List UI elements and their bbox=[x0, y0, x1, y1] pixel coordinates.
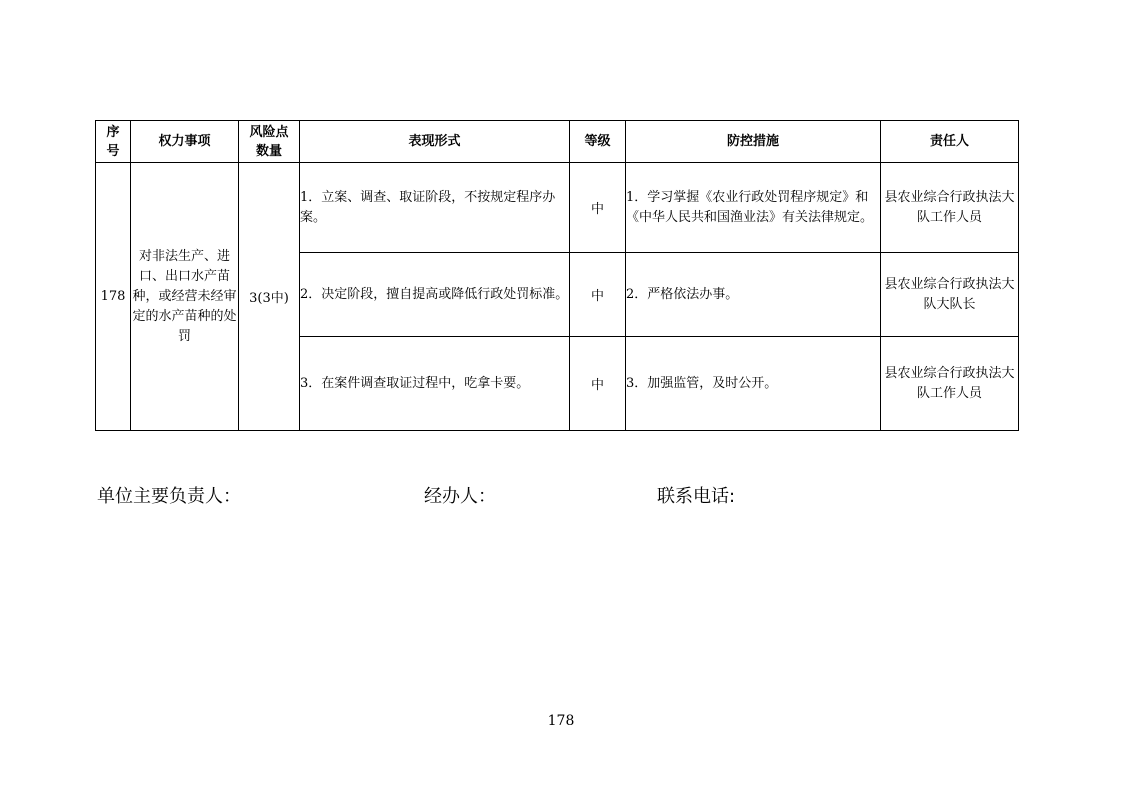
seq-cell: 178 bbox=[96, 163, 131, 431]
owner-cell: 县农业综合行政执法大队工作人员 bbox=[881, 337, 1019, 431]
level-cell: 中 bbox=[570, 253, 626, 337]
header-owner: 责任人 bbox=[881, 121, 1019, 163]
unit-head-label: 单位主要负责人： bbox=[97, 486, 241, 507]
header-seq: 序号 bbox=[96, 121, 131, 163]
handler-label: 经办人： bbox=[424, 486, 496, 507]
page-number: 178 bbox=[547, 713, 575, 729]
table-header-row bbox=[96, 121, 1019, 163]
measures-cell: 2．严格依法办事。 bbox=[626, 253, 881, 337]
form-cell: 3．在案件调查取证过程中，吃拿卡要。 bbox=[300, 337, 570, 431]
form-cell: 1．立案、调查、取证阶段，不按规定程序办案。 bbox=[300, 163, 570, 253]
header-risk-count: 风险点数量 bbox=[239, 121, 300, 163]
owner-cell: 县农业综合行政执法大队工作人员 bbox=[881, 163, 1019, 253]
table-row bbox=[96, 163, 1019, 253]
risk-count-cell: 3(3中) bbox=[239, 163, 300, 431]
header-measures: 防控措施 bbox=[626, 121, 881, 163]
level-cell: 中 bbox=[570, 337, 626, 431]
level-cell: 中 bbox=[570, 163, 626, 253]
phone-label: 联系电话: bbox=[657, 486, 736, 507]
header-matter: 权力事项 bbox=[131, 121, 239, 163]
form-cell: 2．决定阶段，擅自提高或降低行政处罚标准。 bbox=[300, 253, 570, 337]
matter-cell: 对非法生产、进口、出口水产苗种，或经营未经审定的水产苗种的处罚 bbox=[131, 163, 239, 431]
measures-cell: 3．加强监管，及时公开。 bbox=[626, 337, 881, 431]
risk-control-table bbox=[95, 120, 1019, 431]
header-level: 等级 bbox=[570, 121, 626, 163]
measures-cell: 1．学习掌握《农业行政处罚程序规定》和《中华人民共和国渔业法》有关法律规定。 bbox=[626, 163, 881, 253]
header-form: 表现形式 bbox=[300, 121, 570, 163]
owner-cell: 县农业综合行政执法大队大队长 bbox=[881, 253, 1019, 337]
